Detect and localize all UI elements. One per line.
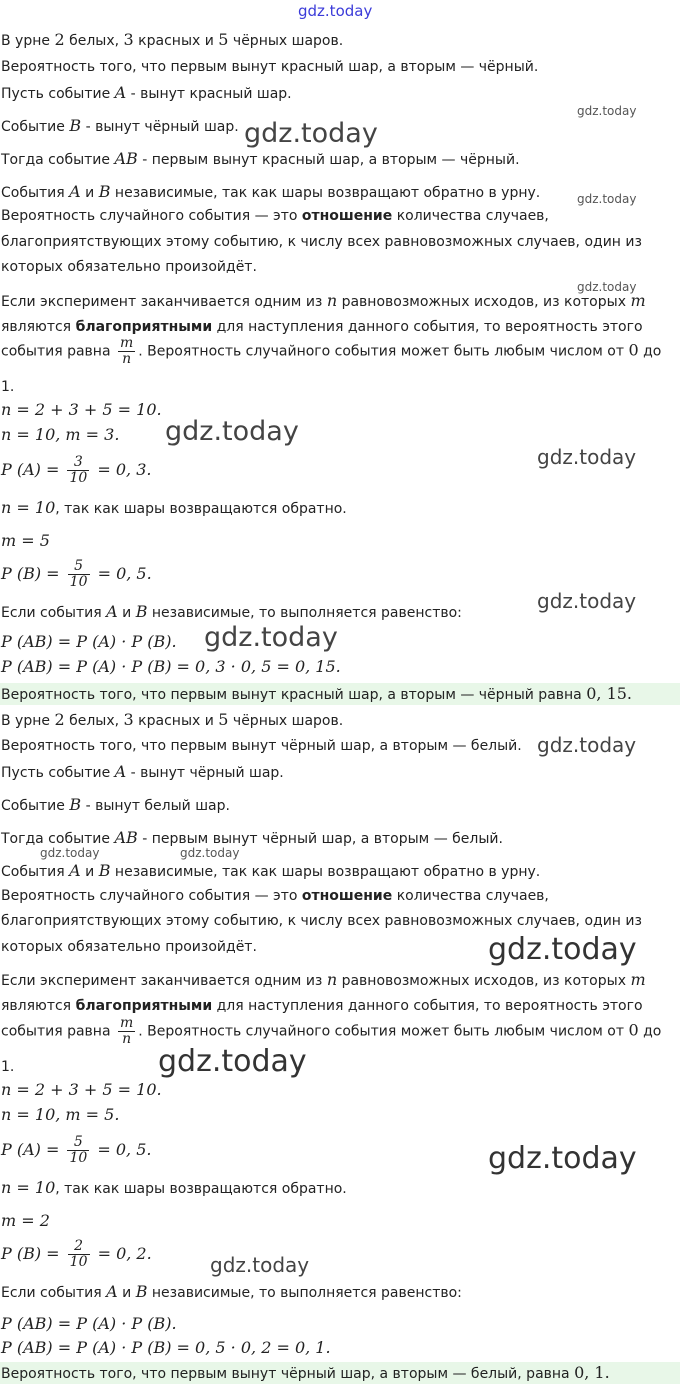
definition-line: благоприятствующих этому событию, к числу всех равновозможных случаев, один из (1, 913, 642, 929)
equation: n = 10, m = 3. (1, 425, 120, 444)
answer-text: Вероятность того, что первым вынут красный шар, а вторым — чёрный равна 0, 15. (1, 684, 633, 703)
watermark: gdz.today (165, 416, 299, 447)
watermark: gdz.today (40, 846, 100, 860)
event-ab-definition: Тогда событие AB - первым вынут чёрный шар, а вторым — белый. (1, 828, 503, 847)
classical-definition: события равна $\frac{m}{n}$ . Вероятность случайного события может быть любым числом от 0 до (1, 1015, 662, 1047)
watermark: gdz.today (577, 104, 637, 118)
equation: n = 10, m = 5. (1, 1105, 120, 1124)
event-ab-definition: Тогда событие AB - первым вынут красный шар, а вторым — чёрный. (1, 149, 520, 168)
event-a-definition: Пусть событие A - вынут чёрный шар. (1, 762, 284, 781)
equation: P (AB) = P (A) · P (B) = 0, 5 · 0, 2 = 0, 1. (1, 1338, 331, 1357)
independence-text: Если события A и B независимые, то выполняется равенство: (1, 602, 462, 621)
independence-text: События A и B независимые, так как шары возвращают обратно в урну. (1, 861, 541, 880)
watermark: gdz.today (244, 118, 378, 149)
classical-definition: являются благоприятными для наступления данного события, то вероятность этого (1, 998, 643, 1014)
equation: P (B) = $\frac{2}{10}$ = 0, 2. (1, 1238, 152, 1270)
watermark: gdz.today (537, 445, 637, 469)
classical-definition: события равна $\frac{m}{n}$ . Вероятность случайного события может быть любым числом от 0 до (1, 335, 662, 367)
event-b-definition: Событие B - вынут белый шар. (1, 795, 230, 814)
watermark: gdz.today (537, 733, 637, 757)
task-text: Вероятность того, что первым вынут чёрный шар, а вторым — белый. (1, 738, 522, 754)
equation: P (A) = $\frac{3}{10}$ = 0, 3. (1, 454, 152, 486)
equation: P (AB) = P (A) · P (B). (1, 632, 177, 651)
classical-definition: Если эксперимент заканчивается одним из n равновозможных исходов, из которых m (1, 970, 646, 989)
equation: P (A) = $\frac{5}{10}$ = 0, 5. (1, 1134, 152, 1166)
definition-line: которых обязательно произойдёт. (1, 259, 257, 275)
task-text: Вероятность того, что первым вынут красный шар, а вторым — чёрный. (1, 59, 539, 75)
watermark: gdz.today (577, 192, 637, 206)
watermark-top: gdz.today (298, 2, 373, 20)
watermark: gdz.today (158, 1044, 307, 1079)
equation: n = 2 + 3 + 5 = 10. (1, 1080, 162, 1099)
equation: m = 2 (1, 1211, 50, 1230)
definition-line: 1. (1, 379, 15, 395)
problem-statement: В урне 2 белых, 3 красных и 5 чёрных шаров. (1, 710, 344, 729)
watermark: gdz.today (488, 1141, 637, 1176)
definition-line: Вероятность случайного события — это отношение количества случаев, (1, 888, 549, 904)
problem-statement: В урне 2 белых, 3 красных и 5 чёрных шаров. (1, 30, 344, 49)
event-b-definition: Событие B - вынут чёрный шар. (1, 116, 239, 135)
definition-line: Вероятность случайного события — это отношение количества случаев, (1, 208, 549, 224)
equation: n = 2 + 3 + 5 = 10. (1, 400, 162, 419)
equation: P (AB) = P (A) · P (B) = 0, 3 · 0, 5 = 0, 15. (1, 657, 341, 676)
watermark: gdz.today (537, 589, 637, 613)
classical-definition: являются благоприятными для наступления данного события, то вероятность этого (1, 319, 643, 335)
definition-line: которых обязательно произойдёт. (1, 939, 257, 955)
watermark: gdz.today (577, 280, 637, 294)
answer-text: Вероятность того, что первым вынут чёрный шар, а вторым — белый, равна 0, 1. (1, 1363, 610, 1382)
equation: n = 10, так как шары возвращаются обратно. (1, 498, 347, 517)
definition-line: благоприятствующих этому событию, к числу всех равновозможных случаев, один из (1, 234, 642, 250)
definition-line: 1. (1, 1059, 15, 1075)
equation: n = 10, так как шары возвращаются обратно. (1, 1178, 347, 1197)
watermark: gdz.today (204, 622, 338, 653)
watermark: gdz.today (488, 932, 637, 967)
classical-definition: Если эксперимент заканчивается одним из n равновозможных исходов, из которых m (1, 291, 646, 310)
watermark: gdz.today (210, 1253, 310, 1277)
independence-text: Если события A и B независимые, то выполняется равенство: (1, 1282, 462, 1301)
equation: P (AB) = P (A) · P (B). (1, 1314, 177, 1333)
event-a-definition: Пусть событие A - вынут красный шар. (1, 83, 292, 102)
independence-text: События A и B независимые, так как шары возвращают обратно в урну. (1, 182, 541, 201)
equation: P (B) = $\frac{5}{10}$ = 0, 5. (1, 558, 152, 590)
equation: m = 5 (1, 531, 50, 550)
watermark: gdz.today (180, 846, 240, 860)
